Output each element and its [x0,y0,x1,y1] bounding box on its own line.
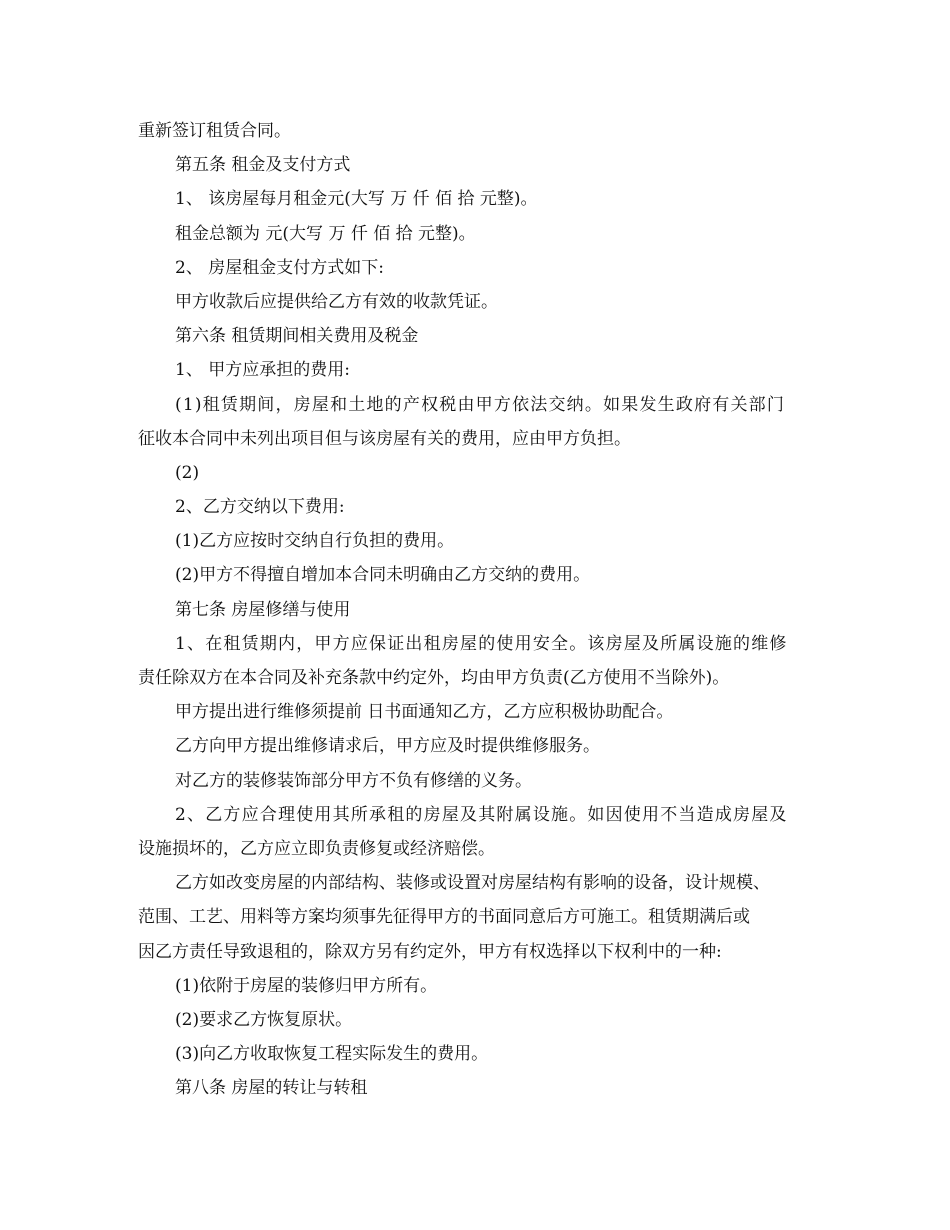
clause-6-1: 1、 甲方应承担的费用: [175,360,350,381]
clause-5-1: 1、 该房屋每月租金元(大写 万 仟 佰 拾 元整)。 [175,189,538,210]
clause-7-2-option-1: (1)依附于房屋的装修归甲方所有。 [175,975,438,996]
document-body [138,114,838,1105]
clause-5-receipt: 甲方收款后应提供给乙方有效的收款凭证。 [175,291,498,312]
section-heading-7: 第七条 房屋修缮与使用 [175,599,351,620]
clause-6-1-1-cont: 征收本合同中未列出项目但与该房屋有关的费用，应由甲方负担。 [138,428,631,449]
section-heading-6: 第六条 租赁期间相关费用及税金 [175,326,419,347]
clause-7-2-cont: 设施损坏的，乙方应立即负责修复或经济赔偿。 [138,838,495,859]
clause-7-2-option-3: (3)向乙方收取恢复工程实际发生的费用。 [175,1044,489,1065]
section-heading-8: 第八条 房屋的转让与转租 [175,1078,368,1099]
clause-6-1-1: (1)租赁期间，房屋和土地的产权税由甲方依法交纳。如果发生政府有关部门 [175,394,786,415]
clause-5-total: 租金总额为 元(大写 万 仟 佰 拾 元整)。 [175,223,476,244]
clause-7-2-modify-cont-2: 因乙方责任导致退租的，除双方另有约定外，甲方有权选择以下权利中的一种: [138,941,722,962]
clause-7-2-modify: 乙方如改变房屋的内部结构、装修或设置对房屋结构有影响的设备，设计规模、 [175,873,770,894]
clause-7-2: 2、乙方应合理使用其所承租的房屋及其附属设施。如因使用不当造成房屋及 [175,804,788,825]
clause-7-1-cont: 责任除双方在本合同及补充条款中约定外，均由甲方负责(乙方使用不当除外)。 [138,668,730,688]
clause-6-2: 2、乙方交纳以下费用: [175,497,345,518]
clause-7-2-option-2: (2)要求乙方恢复原状。 [175,1009,353,1030]
clause-7-1: 1、在租赁期内，甲方应保证出租房屋的使用安全。该房屋及所属设施的维修 [175,633,788,654]
clause-6-2-1: (1)乙方应按时交纳自行负担的费用。 [175,531,455,552]
clause-7-1-decoration: 对乙方的装修装饰部分甲方不负有修缮的义务。 [175,770,532,791]
clause-6-1-2: (2) [175,462,200,483]
clause-7-2-modify-cont-1: 范围、工艺、用料等方案均须事先征得甲方的书面同意后方可施工。租赁期满后或 [138,907,750,928]
clause-7-1-request: 乙方向甲方提出维修请求后，甲方应及时提供维修服务。 [175,736,600,757]
clause-5-2: 2、 房屋租金支付方式如下: [175,257,384,278]
clause-6-2-2: (2)甲方不得擅自增加本合同未明确由乙方交纳的费用。 [175,565,591,586]
clause-7-1-notice: 甲方提出进行维修须提前 日书面通知乙方，乙方应积极协助配合。 [175,702,674,723]
text-line-1: 重新签订租赁合同。 [138,121,291,141]
section-heading-5: 第五条 租金及支付方式 [175,155,351,176]
